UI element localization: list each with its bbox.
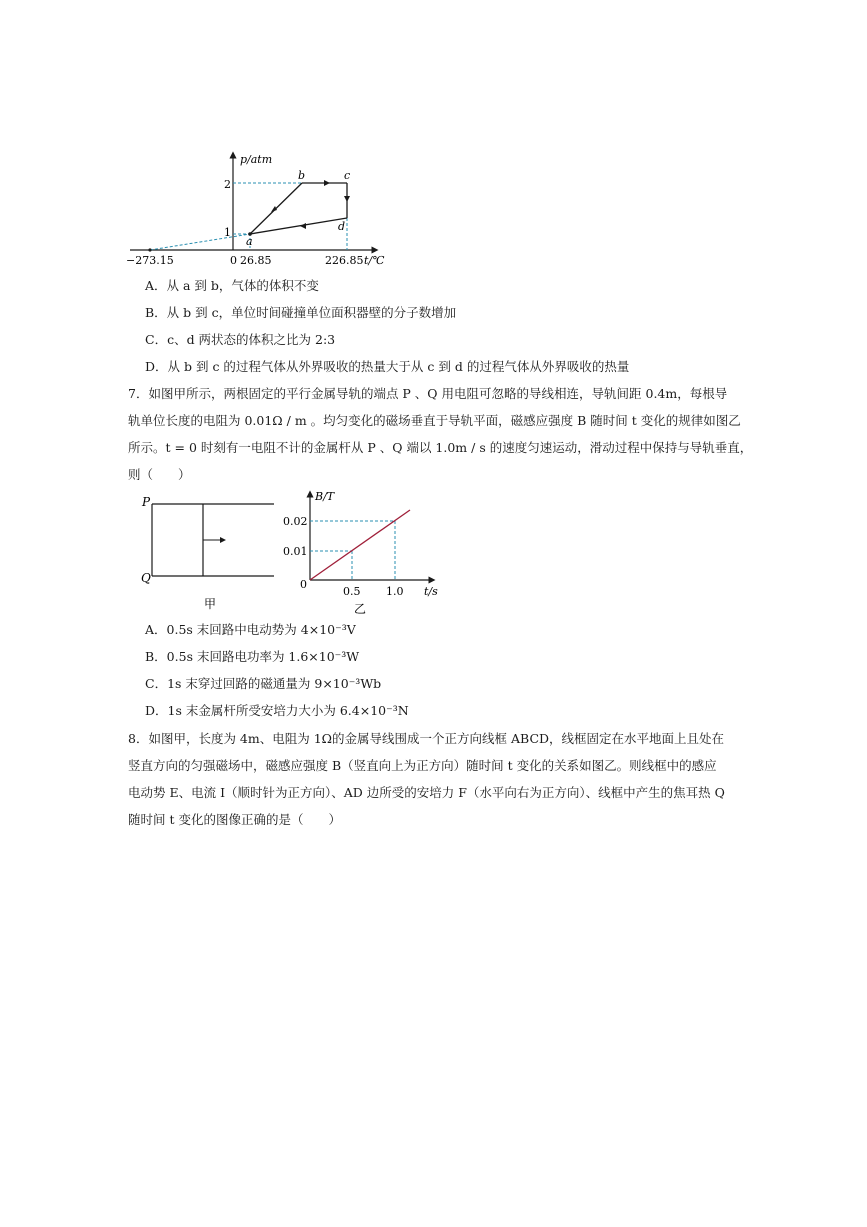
label-Q: Q xyxy=(141,571,151,585)
y-axis-label: p/atm xyxy=(240,153,273,166)
x-tick-zero: 0 xyxy=(230,254,237,267)
x-tick-22685: 226.85 xyxy=(325,254,364,267)
b-axis-label: B/T xyxy=(315,490,335,503)
label-P: P xyxy=(142,495,151,509)
x-tick-10: 1.0 xyxy=(386,585,404,598)
q6-option-a: A．从 a 到 b，气体的体积不变 xyxy=(145,278,319,293)
t-axis-label: t/s xyxy=(424,585,438,598)
x-tick-2685: 26.85 xyxy=(240,254,272,267)
tick-1: 1 xyxy=(224,226,231,239)
q6-option-d: D．从 b 到 c 的过程气体从外界吸收的热量大于从 c 到 d 的过程气体从外界吸收的热量 xyxy=(145,359,630,374)
q6-option-b: B．从 b 到 c，单位时间碰撞单位面积器壁的分子数增加 xyxy=(145,305,457,320)
x-tick-minus: −273.15 xyxy=(126,254,174,267)
tick-2: 2 xyxy=(224,178,231,191)
caption-yi: 乙 xyxy=(354,602,367,616)
point-b: b xyxy=(298,169,306,182)
point-a: a xyxy=(246,235,253,248)
pressure-temperature-diagram xyxy=(120,150,390,270)
q7-option-d: D．1s 末金属杆所受安培力大小为 6.4×10⁻³N xyxy=(145,703,409,718)
point-c: c xyxy=(344,169,351,182)
q7-stem: 7．如图甲所示，两根固定的平行金属导轨的端点 P 、Q 用电阻可忽略的导线相连，导轨间距 0.4m，每根导 轨单位长度的电阻为 0.01Ω / m 。均匀变化的磁场垂直于导轨平面，磁感应强度 B 随时间 t 变化的规律如图乙 所示。t = 0 时刻有一电阻不计的金属杆从 P 、Q 端以 1.0m / s 的速度匀速运动，滑动过程中保持与导轨垂直， 则（ ） xyxy=(128,386,753,482)
x-tick-05: 0.5 xyxy=(343,585,361,598)
y-tick-002: 0.02 xyxy=(283,515,308,528)
q7-option-a: A．0.5s 末回路中电动势为 4×10⁻³V xyxy=(145,622,356,637)
origin-label: 0 xyxy=(300,578,307,591)
q6-option-c: C．c、d 两状态的体积之比为 2:3 xyxy=(145,332,336,347)
x-axis-label: t/℃ xyxy=(364,254,385,267)
caption-jia: 甲 xyxy=(204,597,217,611)
figure-yi-b-t-graph xyxy=(282,488,442,618)
q7-option-b: B．0.5s 末回路电功率为 1.6×10⁻³W xyxy=(145,649,360,664)
point-d: d xyxy=(338,220,346,233)
q8-stem: 8．如图甲，长度为 4m、电阻为 1Ω的金属导线围成一个正方向线框 ABCD，线框固定在水平地面上且处在 竖直方向的匀强磁场中，磁感应强度 B（竖直向上为正方向）随时间 t 变化的关系如图乙。则线框中的感应 电动势 E、电流 I（顺时针为正方向）、AD 边所受的安培力 F（水平向右为正方向）、线框中产生的焦耳热 Q 随时间 t 变化的图像正确的是（ ） xyxy=(128,731,725,827)
q7-option-c: C．1s 末穿过回路的磁通量为 9×10⁻³Wb xyxy=(145,676,382,691)
figure-jia-rails xyxy=(138,492,278,617)
y-tick-001: 0.01 xyxy=(283,545,308,558)
